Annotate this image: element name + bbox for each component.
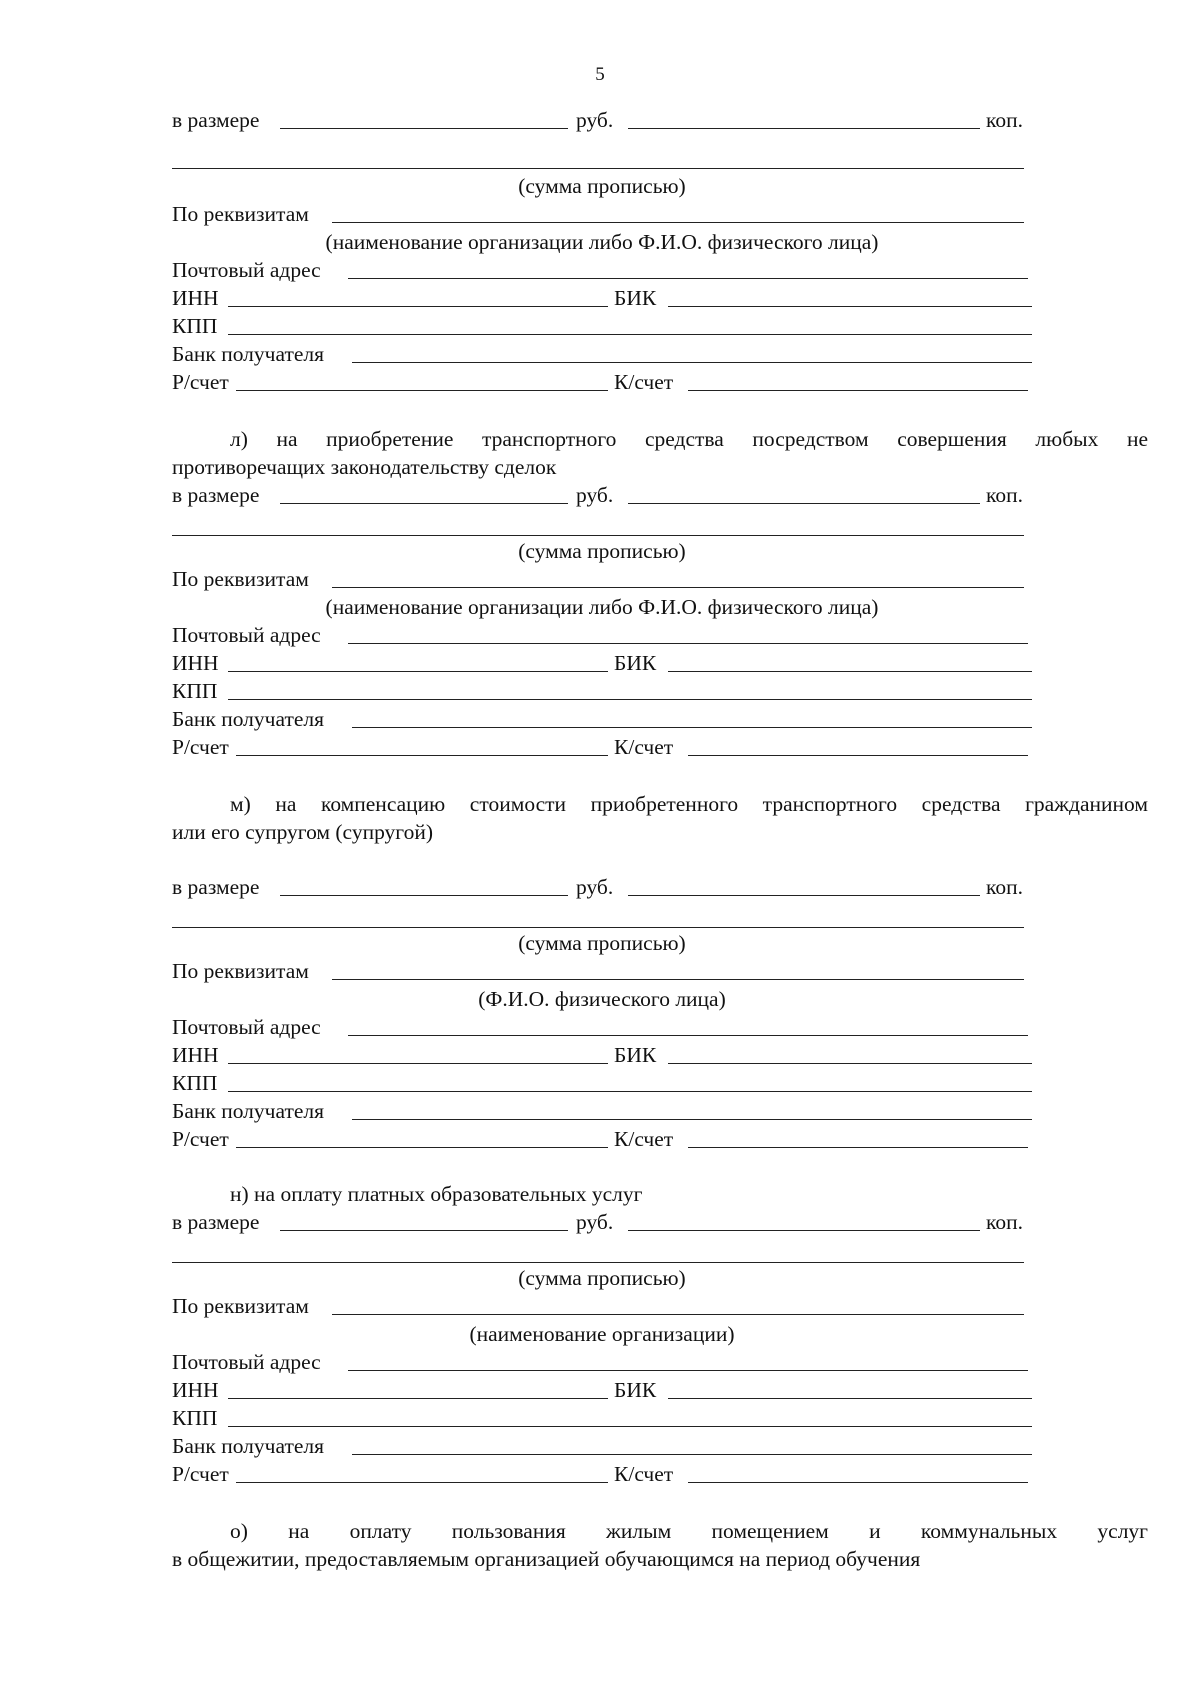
inn-bik-row xyxy=(172,1041,1032,1069)
bank-label: Банк получателя xyxy=(172,707,325,731)
kpp-row xyxy=(172,312,1032,340)
amount-rub-field[interactable] xyxy=(280,1230,568,1231)
postal-row xyxy=(172,1013,1032,1041)
inn-label: ИНН xyxy=(172,651,219,675)
details-row xyxy=(172,957,1032,985)
bik-label: БИК xyxy=(614,651,657,675)
bik-field[interactable] xyxy=(668,671,1032,672)
section-o-text-line1: о) на оплату пользования жилым помещением и коммунальных услуг xyxy=(230,1519,1148,1543)
section-o-text-line2: в общежитии, предоставляемым организацией обучающимся на период обучения xyxy=(172,1547,921,1571)
amount-row xyxy=(172,481,1032,509)
section-m-text-line2: или его супругом (супругой) xyxy=(172,820,433,844)
amount-label: в размере xyxy=(172,1210,260,1234)
details-caption: (наименование организации) xyxy=(469,1322,735,1346)
amount-label: в размере xyxy=(172,483,260,507)
rub-label: руб. xyxy=(576,483,614,507)
rub-label: руб. xyxy=(576,108,614,132)
postal-label: Почтовый адрес xyxy=(172,623,321,647)
account-field[interactable] xyxy=(236,390,608,391)
amount-kop-field[interactable] xyxy=(628,128,980,129)
sum-words-field[interactable] xyxy=(172,927,1024,928)
section-n-paragraph xyxy=(172,1180,1148,1208)
corr-account-label: К/счет xyxy=(614,1462,674,1486)
bik-label: БИК xyxy=(614,1043,657,1067)
bank-field[interactable] xyxy=(352,727,1032,728)
amount-kop-field[interactable] xyxy=(628,503,980,504)
details-label: По реквизитам xyxy=(172,202,309,226)
bank-row xyxy=(172,1432,1032,1460)
account-field[interactable] xyxy=(236,1482,608,1483)
account-label: Р/счет xyxy=(172,1127,229,1151)
inn-field[interactable] xyxy=(228,306,608,307)
inn-bik-row xyxy=(172,1376,1032,1404)
corr-account-field[interactable] xyxy=(688,390,1028,391)
corr-account-label: К/счет xyxy=(614,370,674,394)
details-caption: (Ф.И.О. физического лица) xyxy=(478,987,726,1011)
account-field[interactable] xyxy=(236,755,608,756)
section-l-paragraph xyxy=(172,425,1148,481)
corr-account-field[interactable] xyxy=(688,1147,1028,1148)
kpp-field[interactable] xyxy=(228,1426,1032,1427)
corr-account-label: К/счет xyxy=(614,1127,674,1151)
account-field[interactable] xyxy=(236,1147,608,1148)
inn-field[interactable] xyxy=(228,1063,608,1064)
kpp-field[interactable] xyxy=(228,334,1032,335)
sum-words-caption: (сумма прописью) xyxy=(518,1266,686,1290)
kpp-label: КПП xyxy=(172,1406,218,1430)
inn-bik-row xyxy=(172,649,1032,677)
kpp-field[interactable] xyxy=(228,1091,1032,1092)
kop-label: коп. xyxy=(986,875,1023,899)
kpp-row xyxy=(172,1404,1032,1432)
details-field[interactable] xyxy=(332,979,1024,980)
kpp-label: КПП xyxy=(172,314,218,338)
bank-field[interactable] xyxy=(352,362,1032,363)
account-label: Р/счет xyxy=(172,735,229,759)
kpp-label: КПП xyxy=(172,679,218,703)
account-row xyxy=(172,368,1032,396)
kop-label: коп. xyxy=(986,1210,1023,1234)
bik-label: БИК xyxy=(614,286,657,310)
details-row xyxy=(172,565,1032,593)
amount-row xyxy=(172,106,1032,134)
bik-field[interactable] xyxy=(668,1063,1032,1064)
kpp-field[interactable] xyxy=(228,699,1032,700)
bank-row xyxy=(172,705,1032,733)
amount-kop-field[interactable] xyxy=(628,895,980,896)
bank-row xyxy=(172,1097,1032,1125)
amount-rub-field[interactable] xyxy=(280,503,568,504)
kpp-label: КПП xyxy=(172,1071,218,1095)
amount-row xyxy=(172,1208,1032,1236)
account-row xyxy=(172,733,1032,761)
account-label: Р/счет xyxy=(172,1462,229,1486)
details-label: По реквизитам xyxy=(172,959,309,983)
sum-words-field[interactable] xyxy=(172,1262,1024,1263)
account-label: Р/счет xyxy=(172,370,229,394)
amount-label: в размере xyxy=(172,875,260,899)
inn-label: ИНН xyxy=(172,1043,219,1067)
section-o-paragraph xyxy=(172,1517,1148,1573)
postal-field[interactable] xyxy=(348,1370,1028,1371)
account-row xyxy=(172,1125,1032,1153)
bik-label: БИК xyxy=(614,1378,657,1402)
section-m-text-line1: м) на компенсацию стоимости приобретенного транспортного средства гражданином xyxy=(230,792,1148,816)
corr-account-field[interactable] xyxy=(688,755,1028,756)
postal-row xyxy=(172,621,1032,649)
corr-account-label: К/счет xyxy=(614,735,674,759)
details-caption: (наименование организации либо Ф.И.О. физического лица) xyxy=(325,230,879,254)
inn-field[interactable] xyxy=(228,1398,608,1399)
details-label: По реквизитам xyxy=(172,1294,309,1318)
section-m-paragraph xyxy=(172,790,1148,846)
postal-row xyxy=(172,256,1032,284)
amount-kop-field[interactable] xyxy=(628,1230,980,1231)
sum-words-field[interactable] xyxy=(172,168,1024,169)
sum-words-caption: (сумма прописью) xyxy=(518,539,686,563)
postal-row xyxy=(172,1348,1032,1376)
details-field[interactable] xyxy=(332,222,1024,223)
bank-label: Банк получателя xyxy=(172,1099,325,1123)
inn-label: ИНН xyxy=(172,286,219,310)
inn-bik-row xyxy=(172,284,1032,312)
section-l-text-line2: противоречащих законодательству сделок xyxy=(172,455,557,479)
rub-label: руб. xyxy=(576,1210,614,1234)
details-label: По реквизитам xyxy=(172,567,309,591)
kpp-row xyxy=(172,1069,1032,1097)
kop-label: коп. xyxy=(986,108,1023,132)
section-l-text-line1: л) на приобретение транспортного средства посредством совершения любых не xyxy=(230,427,1148,451)
kop-label: коп. xyxy=(986,483,1023,507)
details-field[interactable] xyxy=(332,587,1024,588)
bank-label: Банк получателя xyxy=(172,1434,325,1458)
postal-field[interactable] xyxy=(348,278,1028,279)
bik-field[interactable] xyxy=(668,1398,1032,1399)
bank-row xyxy=(172,340,1032,368)
corr-account-field[interactable] xyxy=(688,1482,1028,1483)
rub-label: руб. xyxy=(576,875,614,899)
postal-label: Почтовый адрес xyxy=(172,1350,321,1374)
details-field[interactable] xyxy=(332,1314,1024,1315)
section-n-text-line1: н) на оплату платных образовательных услуг xyxy=(230,1182,643,1206)
inn-field[interactable] xyxy=(228,671,608,672)
details-caption: (наименование организации либо Ф.И.О. физического лица) xyxy=(325,595,879,619)
inn-label: ИНН xyxy=(172,1378,219,1402)
amount-rub-field[interactable] xyxy=(280,895,568,896)
postal-label: Почтовый адрес xyxy=(172,258,321,282)
amount-row xyxy=(172,873,1032,901)
amount-rub-field[interactable] xyxy=(280,128,568,129)
postal-label: Почтовый адрес xyxy=(172,1015,321,1039)
amount-label: в размере xyxy=(172,108,260,132)
kpp-row xyxy=(172,677,1032,705)
bank-field[interactable] xyxy=(352,1119,1032,1120)
details-row xyxy=(172,1292,1032,1320)
bank-label: Банк получателя xyxy=(172,342,325,366)
bank-field[interactable] xyxy=(352,1454,1032,1455)
postal-field[interactable] xyxy=(348,643,1028,644)
postal-field[interactable] xyxy=(348,1035,1028,1036)
sum-words-field[interactable] xyxy=(172,535,1024,536)
sum-words-caption: (сумма прописью) xyxy=(518,174,686,198)
details-row xyxy=(172,200,1032,228)
page-number: 5 xyxy=(595,64,605,85)
account-row xyxy=(172,1460,1032,1488)
bik-field[interactable] xyxy=(668,306,1032,307)
sum-words-caption: (сумма прописью) xyxy=(518,931,686,955)
